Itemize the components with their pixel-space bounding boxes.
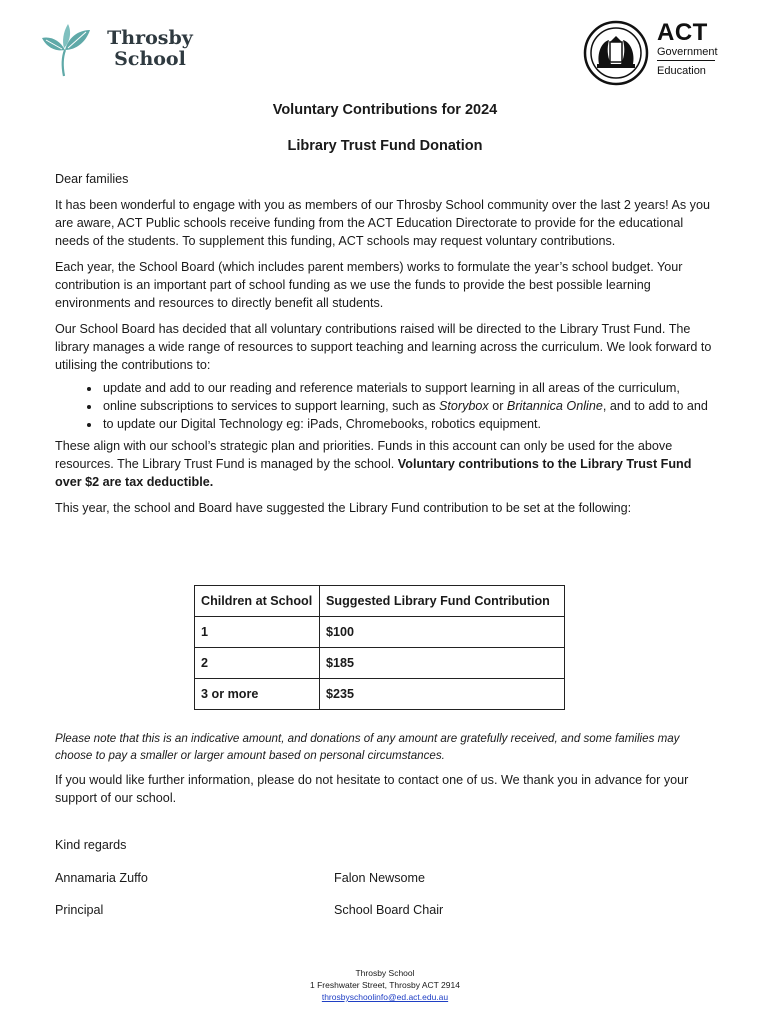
- act-crest-icon: [583, 20, 649, 86]
- storybox-name: Storybox: [439, 399, 489, 413]
- leaf-icon: [40, 18, 100, 80]
- logo-divider: [657, 60, 715, 61]
- paragraph-1: It has been wonderful to engage with you as members of our Throsby School community over the last 2 years! As you are aware, ACT Public schools receive funding from the ACT Education Directorate to provide for the educational needs of the students. To supplement this funding, ACT schools may request voluntary contributions.: [55, 198, 710, 248]
- indicative-amount-note: Please note that this is an indicative amount, and donations of any amount are gratefully received, and some families may choose to pay a smaller or larger amount based on personal circumstances.: [55, 732, 680, 762]
- table-header-cell: Children at School: [195, 586, 320, 617]
- footer-address: 1 Freshwater Street, Throsby ACT 2914: [310, 980, 460, 990]
- bullet2-text-end: , and to add to and: [602, 399, 708, 413]
- britannica-name: Britannica Online: [506, 399, 603, 413]
- school-name: [105, 28, 195, 70]
- paragraph-4: [55, 437, 720, 491]
- table-header-row: [195, 586, 565, 617]
- greeting: Dear families: [55, 172, 129, 186]
- table-row: [195, 648, 565, 679]
- document-title: Voluntary Contributions for 2024: [272, 102, 498, 118]
- list-item: • update and add to our reading and reference materials to support learning in all areas of the curriculum,: [101, 379, 720, 397]
- paragraph-2: Each year, the School Board (which includes parent members) works to formulate the year’s school budget. Your contribution is an important part of school funding as we use the funds to provide the best possible learning environments and resources to directly benefit all students.: [55, 260, 683, 310]
- table-row: [195, 679, 565, 710]
- table-cell: 2: [195, 648, 320, 679]
- board-chair-role: School Board Chair: [334, 903, 444, 917]
- closing-regards: Kind regards: [55, 838, 127, 852]
- document-subtitle: Library Trust Fund Donation: [287, 138, 483, 154]
- contribution-table: [194, 585, 565, 710]
- table-cell: $100: [320, 617, 565, 648]
- further-information: If you would like further information, please do not hesitate to contact one of us. We thank you in advance for your support of our school.: [55, 773, 689, 805]
- paragraph-4-text: These align with our school’s strategic plan and priorities. Funds in this account can only be used for the above resources. The Library Trust Fund is managed by the school.: [55, 439, 673, 471]
- act-government-label: Government: [657, 46, 718, 58]
- contribution-uses-list: [55, 379, 720, 433]
- table-row: [195, 617, 565, 648]
- act-education-label: Education: [657, 65, 706, 77]
- paragraph-5: This year, the school and Board have suggested the Library Fund contribution to be set at the following:: [55, 501, 632, 515]
- act-title: ACT: [657, 19, 708, 46]
- bullet2-text-start: online subscriptions to services to support learning, such as: [103, 399, 440, 413]
- table-header-cell: Suggested Library Fund Contribution: [320, 586, 565, 617]
- footer: [0, 967, 770, 1003]
- school-name-line2: School: [114, 48, 186, 70]
- table-cell: $185: [320, 648, 565, 679]
- footer-school-name: Throsby School: [355, 968, 415, 978]
- table-cell: $235: [320, 679, 565, 710]
- list-item: • to update our Digital Technology eg: iPads, Chromebooks, robotics equipment.: [101, 415, 720, 433]
- throsby-school-logo: [40, 18, 200, 80]
- letter-body: [55, 170, 720, 525]
- act-government-logo: [583, 20, 723, 86]
- bullet2-text-middle: or: [488, 399, 507, 413]
- paragraph-3: Our School Board has decided that all voluntary contributions raised will be directed to the Library Trust Fund. The library manages a wide range of resources to support teaching and learning across the curriculum. We look forward to utilising the contributions to:: [55, 322, 712, 372]
- principal-name: Annamaria Zuffo: [55, 871, 148, 885]
- table-cell: 1: [195, 617, 320, 648]
- footer-email-link[interactable]: throsbyschoolinfo@ed.act.edu.au: [321, 992, 449, 1002]
- table-cell: 3 or more: [195, 679, 320, 710]
- principal-role: Principal: [55, 903, 104, 917]
- school-name-line1: Throsby: [107, 27, 193, 49]
- list-item: [101, 397, 720, 415]
- board-chair-name: Falon Newsome: [334, 871, 425, 885]
- tax-deductible-notice: Voluntary contributions to the Library Trust Fund over $2 are tax deductible.: [55, 457, 692, 489]
